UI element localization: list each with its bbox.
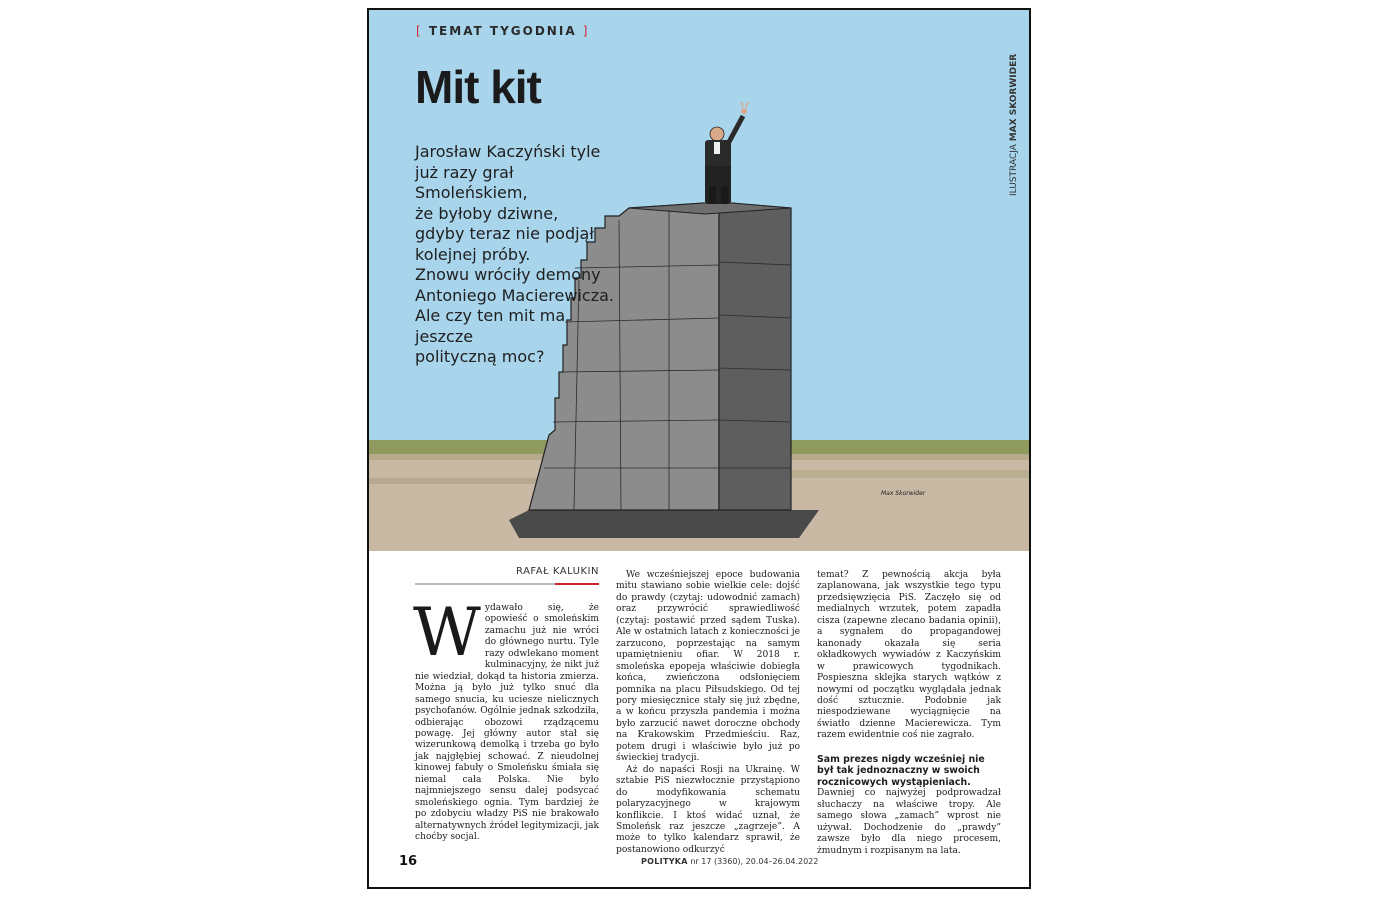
pit-shadow xyxy=(509,510,819,538)
drop-cap: W xyxy=(413,594,481,671)
illustration xyxy=(369,10,1031,551)
article-column-2: We wcześniejszej epoce budowania mitu stawiano sobie wielkie cele: dojść do prawdy (czytaj: udowodnić zamach) oraz przywrócić sprawiedliwość (czytaj: postawić przed sądem Tuska). Ale w ostatnich latach z konieczności je zarzucono, poprzestając na samym upamiętnieniu ofiar. W 2018 r. smoleńska epopeja właściwie dobiegła końca, zwieńczona odsłonięciem pomnika na placu Piłsudskiego. Od tej pory miesięcznice stały się już zbędne, a w końcu przyszła pandemia i można było zarzucić nawet doroczne obchody na Krakowskim Przedmieściu. Raz, potem drugi i właściwie było już po świeckiej tradycji. Aż do napaści Rosji na Ukrainę. W sztabie PiS niezwłocznie przystąpiono do modyfikowania schematu polaryzacyjnego w krajowym konflikcie. I ktoś widać uznał, że Smoleńsk raz jeszcze „zagrzeje”. A może to tylko kalendarz sprawił, że postanowiono odkurzyć xyxy=(616,570,800,855)
article-column-3: temat? Z pewnością akcja była zaplanowana, jak wszystkie tego typu przedsięwzięcia PiS. Zaczęło się od medialnych wrzutek, potem zapadła cisza (zapewne zlecano badania opinii), a sygnałem do propagandowej kanonady okazała się seria okładkowych wywiadów z Kaczyńskim w prawicowych tygodnikach. Pospieszna sklejka starych wątków z nowymi od początku wyglądała jednak dość sztucznie. Podobnie jak niespodziewane wyciągnięcie na światło dzienne Macierewicza. Tym razem ewidentnie coś nie zagrało. Sam prezes nigdy wcześniej nie był tak jednoznaczny w swoich rocznicowych wystąpieniach. Dawniej co najwyżej podprowadzał słuchaczy na właściwe tropy. Ale samego słowa „zamach” wprost nie używał. Dochodzenie do „prawdy” zawsze było dla niego procesem, żmudnym i rozpisanym na lata. xyxy=(817,570,1001,856)
author-rule xyxy=(415,583,599,585)
page-title: Mit kit xyxy=(415,61,541,113)
author-byline: RAFAŁ KALUKIN xyxy=(516,566,599,577)
article-column-1: Wydawało się, że opowieść o smoleńskim zamachu już nie wróci do głównego nurtu. Tyle razy odwlekano moment kulminacyjny, że nikt już nie wiedział, dokąd ta historia zmierza. Można ją było już tylko snuć dla samego snucia, ku uciesze nielicznych psychofanów. Ogólnie jednak szkodziła, odbierając obozowi rządzącemu powagę. Jej główny autor stał się wizerunkową demolką i trzeba go było jak najgłębiej schować. Z nieudolnej kinowej fabuły o Smoleńsku śmiała się niemal cała Polska. Nie było najmniejszego sensu dalej podsycać smoleńskiego ognia. Tym bardziej że po zdobyciu władzy PiS nie brakowało alternatywnych źródeł legitymizacji, jak choćby socjal. xyxy=(413,594,599,843)
artist-signature: Max Skorwider xyxy=(881,490,926,497)
page-number: 16 xyxy=(399,854,418,869)
lead-paragraph: Jarosław Kaczyński tyle już razy grał Smoleńskiem, że byłoby dziwne, gdyby teraz nie podjął kolejnej próby. Znowu wróciły demony Antoniego Macierewicza. Ale czy ten mit ma jeszcze polityczną moc? xyxy=(415,142,614,366)
section-tag: [ TEMAT TYGODNIA ] xyxy=(416,24,590,38)
footer xyxy=(641,857,818,866)
figure-on-monument xyxy=(705,102,748,204)
magazine-name: POLITYKA xyxy=(641,857,688,866)
illustration-credit: ILUSTRACJA MAX SKORWIDER xyxy=(1009,53,1019,196)
magazine-page xyxy=(367,8,1031,889)
issue-info: nr 17 (3360), 20.04–26.04.2022 xyxy=(690,857,819,866)
section-tag-label: TEMAT TYGODNIA xyxy=(428,24,577,38)
subhead: Sam prezes nigdy wcześniej nie był tak jednoznaczny w swoich rocznicowych wystąpieniach. xyxy=(817,753,985,788)
monument-side-face xyxy=(719,202,791,510)
